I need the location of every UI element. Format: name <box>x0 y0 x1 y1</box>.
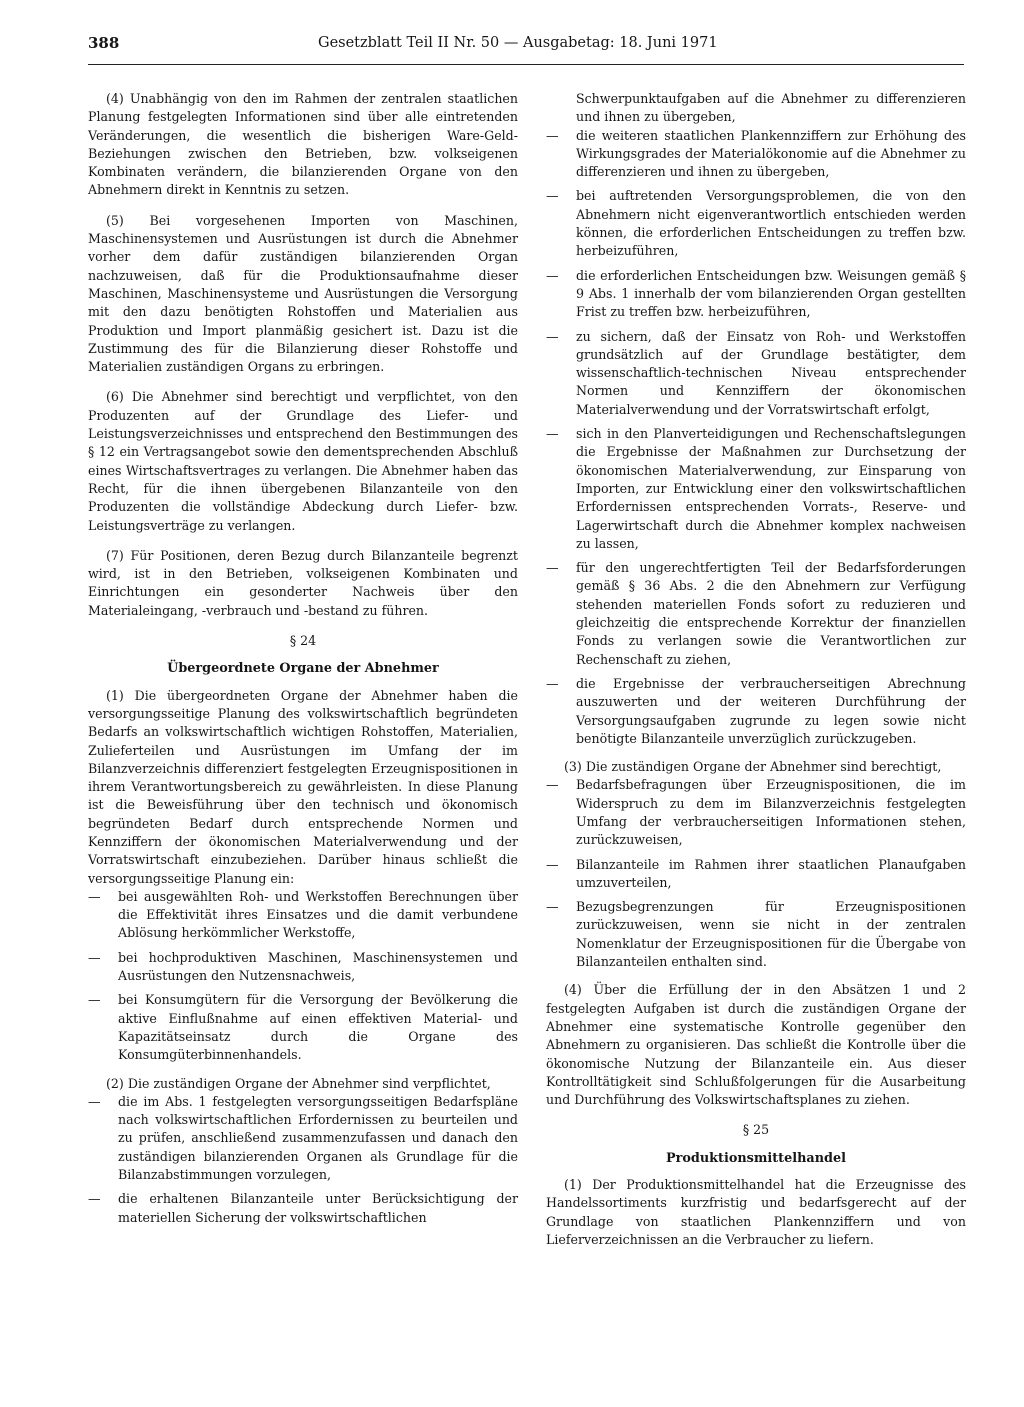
paragraph-24-1: (1) Die übergeordneten Organe der Abnehmer haben die versorgungsseitige Planung des volkswirtschaftlich begründeten Bedarfs an volkswirtschaftlich wichtigen Rohstoffen, Materialien, Zulieferteilen und Ausrüstungen im Umfang der im Bilanzverzeichnis differenziert festgelegten Erzeugnispositionen in ihrem Verantwortungsbereich zu gewährleisten. In diese Planung ist die Beweisführung über den technisch und ökonomisch begründeten Bedarf durch entsprechende Normen und Kennziffern der ökonomischen Materialverwendung und der Vorratswirtschaft einzubeziehen. Darüber hinaus schließt die versorgungsseitige Planung ein: <box>88 687 518 886</box>
list-item: — bei auftretenden Versorgungsproblemen, die von den Abnehmern nicht eigenverantwortlich entschieden werden können, die erforderlichen Entscheidungen zu treffen bzw. herbeizuführen, <box>546 187 966 260</box>
list-item: — Bezugsbegrenzungen für Erzeugnispositionen zurückzuweisen, wenn sie nicht in der zentralen Nomenklatur der Erzeugnispositionen für die Übergabe von Bilanzanteilen enthalten sind. <box>546 898 966 971</box>
page-number: 388 <box>88 34 120 52</box>
list-24-3 <box>546 776 966 971</box>
list-item: — die im Abs. 1 festgelegten versorgungsseitigen Bedarfspläne nach volkswirtschaftlichen Erfordernissen zu beurteilen und zu prüfen, anschließend zusammenzufassen und danach den zuständigen bilanzierenden Organen als Grundlage für die Bilanzabstimmungen vorzulegen, <box>88 1093 518 1184</box>
section-title-24: Übergeordnete Organe der Abnehmer <box>167 661 439 677</box>
paragraph-23-7: (7) Für Positionen, deren Bezug durch Bilanzanteile begrenzt wird, ist in den Betrieben, volkseigenen Kombinaten und Einrichtungen ein gesonderter Nachweis über den Materialeingang, -verbrauch und -bestand zu führen. <box>88 547 518 618</box>
right-column <box>546 90 966 1261</box>
paragraph-24-2: (2) Die zuständigen Organe der Abnehmer sind verpflichtet, <box>106 1075 491 1091</box>
paragraph-23-5: (5) Bei vorgesehenen Importen von Maschinen, Maschinensystemen und Ausrüstungen ist durch die Abnehmer vorher dem dafür zuständigen bilanzierenden Organ nachzuweisen, daß für die Produktionsaufnahme dieser Maschinen, Maschinensysteme und Ausrüstungen die Versorgung mit den dazu benötigten Rohstoffen und Materialien aus Produktion und Import planmäßig gesichert ist. Dazu ist die Zustimmung des für die Bilanzierung dieser Rohstoffe und Materialien zuständigen Organs zu erbringen. <box>88 212 518 375</box>
list-item: — bei Konsumgütern für die Versorgung der Bevölkerung die aktive Einflußnahme auf einen effektiven Material- und Kapazitätseinsatz durch die Organe des Konsumgüterbinnenhandels. <box>88 991 518 1064</box>
header-title: Gesetzblatt Teil II Nr. 50 — Ausgabetag: 18. Juni 1971 <box>318 35 718 51</box>
page-header <box>88 34 964 60</box>
list-item: — die weiteren staatlichen Plankennziffern zur Erhöhung des Wirkungsgrades der Materialökonomie auf die Abnehmer zu differenzieren und ihnen zu übergeben, <box>546 127 966 182</box>
section-title-25: Produktionsmittelhandel <box>666 1150 846 1166</box>
list-24-2 <box>88 1093 518 1227</box>
list-item: — Bilanzanteile im Rahmen ihrer staatlichen Planaufgaben umzuverteilen, <box>546 856 966 893</box>
paragraph-25-1: (1) Der Produktionsmittelhandel hat die Erzeugnisse des Handelssortiments kurzfristig und bedarfsgerecht auf der Grundlage von staatlichen Plankennziffern und von Lieferverzeichnissen an die Verbraucher zu liefern. <box>546 1177 966 1247</box>
list-item: — zu sichern, daß der Einsatz von Roh- und Werkstoffen grundsätzlich auf der Grundlage bestätigter, dem wissenschaftlich-technischen Niveau entsprechender Normen und Kennziffern der ökonomischen Materialverwendung und der Vorratswirtschaft erfolgt, <box>546 328 966 419</box>
paragraph-24-3: (3) Die zuständigen Organe der Abnehmer sind berechtigt, <box>564 759 942 775</box>
list-24-1 <box>88 888 518 1065</box>
paragraph-24-4: (4) Über die Erfüllung der in den Absätzen 1 und 2 festgelegten Aufgaben ist durch die zuständigen Organe der Abnehmer eine systematische Kontrolle gegenüber den Abnehmern zu organisieren. Das schließt die Kontrolle über die ökonomische Nutzung der Bilanzanteile ein. Aus dieser Kontrolltätigkeit sind Schlußfolgerungen für die Ausarbeitung und Durchführung des Volkswirtschaftsplanes zu ziehen. <box>546 982 966 1108</box>
header-rule <box>88 64 964 65</box>
list-item: — bei hochproduktiven Maschinen, Maschinensystemen und Ausrüstungen den Nutzensnachweis, <box>88 949 518 986</box>
section-number-24: § 24 <box>289 633 317 649</box>
left-column <box>88 90 518 1237</box>
paragraph-23-4: (4) Unabhängig von den im Rahmen der zentralen staatlichen Planung festgelegten Informationen sind über alle eintretenden Veränderungen, die wesentlich die bisherigen Ware-Geld-Beziehungen zwischen den Betrieben, bzw. volkseigenen Kombinaten verändern, die bilanzierenden Organe von den Abnehmern direkt in Kenntnis zu setzen. <box>88 91 518 198</box>
list-item: — die erhaltenen Bilanzanteile unter Berücksichtigung der materiellen Sicherung der volkswirtschaftlichen <box>88 1190 518 1227</box>
list-item: — sich in den Planverteidigungen und Rechenschaftslegungen die Ergebnisse der Maßnahmen zur Durchsetzung der ökonomischen Materialverwendung, zur Einsparung von Importen, zur Entwicklung einer den volkswirtschaftlichen Erfordernissen entsprechenden Vorrats-, Reserve- und Lagerwirtschaft durch die Abnehmer komplex nachweisen zu lassen, <box>546 425 966 553</box>
paragraph-23-6: (6) Die Abnehmer sind berechtigt und verpflichtet, von den Produzenten auf der Grundlage des Liefer- und Leistungsverzeichnisses und entsprechend den Bestimmungen des § 12 ein Vertragsangebot sowie den dementsprechenden Abschluß eines Wirtschaftsvertrages zu verlangen. Die Abnehmer haben das Recht, für die ihnen übergebenen Bilanzanteile von den Produzenten die vollständige Abdeckung durch Liefer- bzw. Leistungsverträge zu verlangen. <box>88 389 518 533</box>
list-item: — die Ergebnisse der verbraucherseitigen Abrechnung auszuwerten und der weiteren Durchführung der Versorgungsaufgaben zugrunde zu legen sowie nicht benötigte Bilanzanteile unverzüglich zurückzugeben. <box>546 675 966 748</box>
list-item: — für den ungerechtfertigten Teil der Bedarfsforderungen gemäß § 36 Abs. 2 die den Abnehmern zur Verfügung stehenden materiellen Fonds sofort zu reduzieren und gleichzeitig die entsprechende Korrektur der finanziellen Fonds zu verlangen sowie die Verantwortlichen zur Rechenschaft zu ziehen, <box>546 559 966 669</box>
section-number-25: § 25 <box>742 1122 770 1138</box>
list-item: — die erforderlichen Entscheidungen bzw. Weisungen gemäß § 9 Abs. 1 innerhalb der vom bilanzierenden Organ gestellten Frist zu treffen bzw. herbeizuführen, <box>546 267 966 322</box>
list-24-2-continued <box>546 127 966 749</box>
list-item-continuation: Schwerpunktaufgaben auf die Abnehmer zu differenzieren und ihnen zu übergeben, <box>576 91 966 125</box>
list-item: — Bedarfsbefragungen über Erzeugnispositionen, die im Widerspruch zu dem im Bilanzverzeichnis festgelegten Umfang der verbraucherseitigen Informationen stehen, zurückzuweisen, <box>546 776 966 849</box>
list-item: — bei ausgewählten Roh- und Werkstoffen Berechnungen über die Effektivität ihres Einsatzes und die damit verbundene Ablösung herkömmlicher Werkstoffe, <box>88 888 518 943</box>
